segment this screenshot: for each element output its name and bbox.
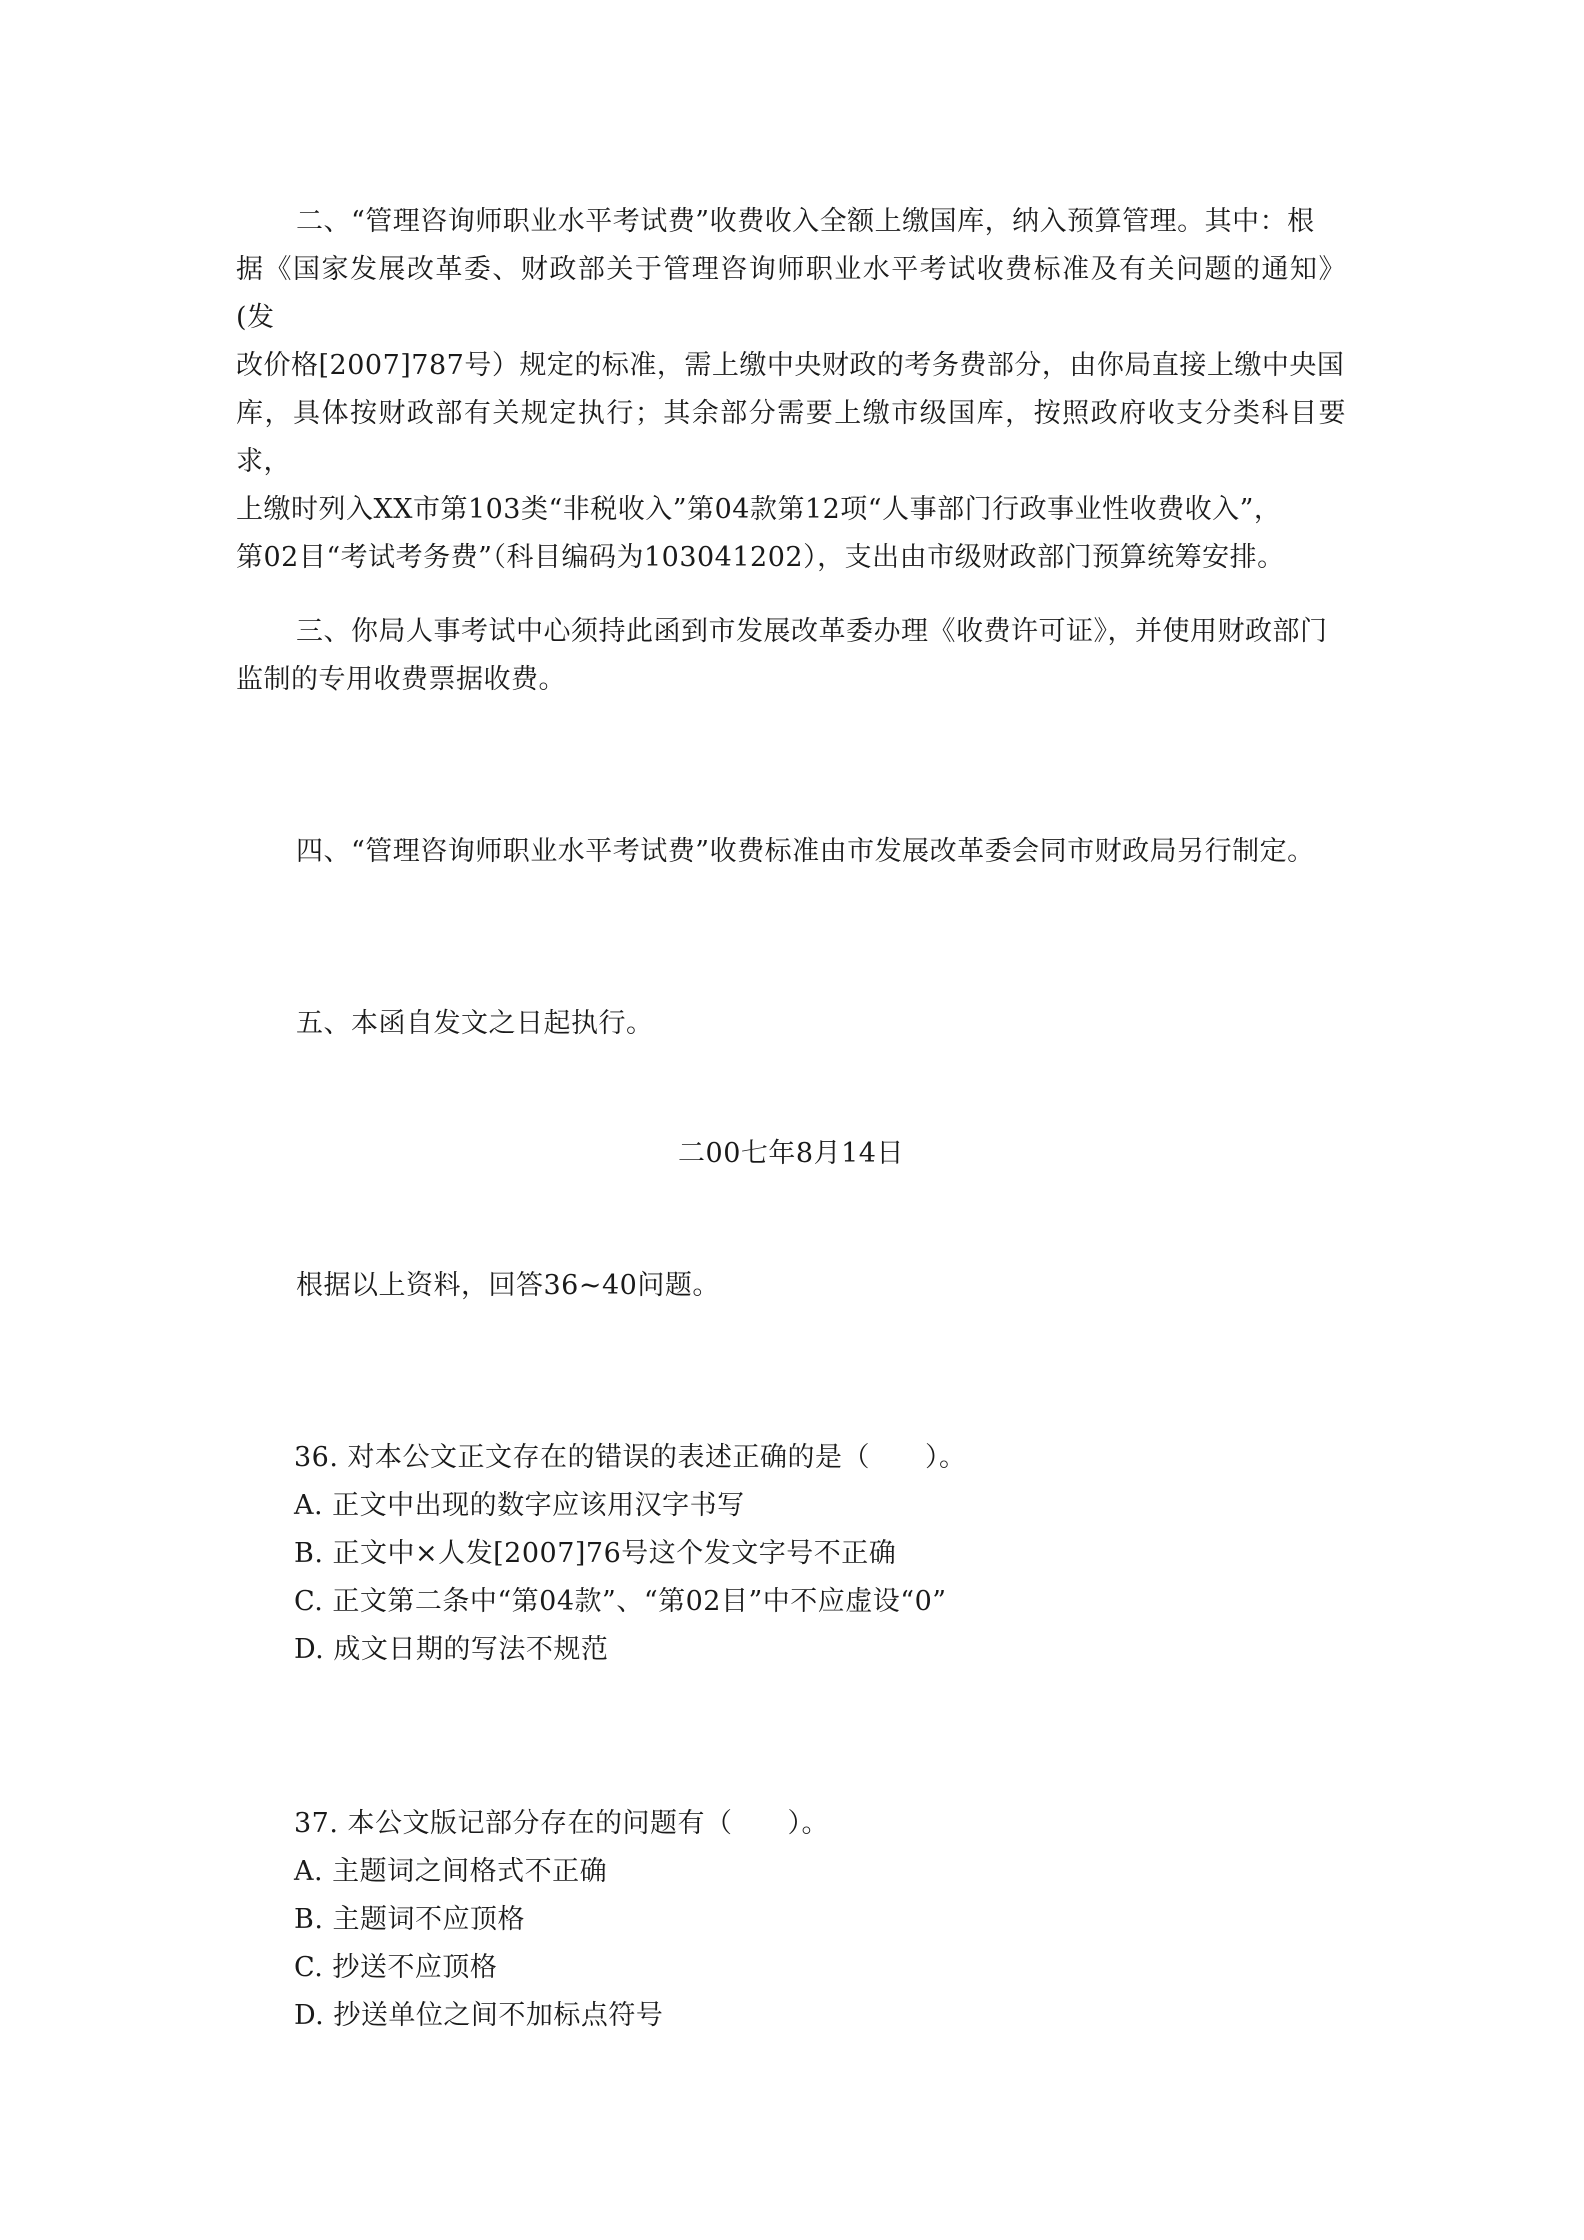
paragraph-5-text: 五、本函自发文之日起执行。 bbox=[296, 1008, 654, 1039]
question-37 bbox=[294, 1800, 1344, 2040]
paragraph-3-line: 三、你局人事考试中心须持此函到市发展改革委办理《收费许可证》，并使用财政部门 bbox=[296, 616, 1328, 647]
paragraph-5 bbox=[236, 1000, 1346, 1048]
paragraph-2-line: 据《国家发展改革委、财政部关于管理咨询师职业水平考试收费标准及有关问题的通知》(发 bbox=[236, 254, 1346, 333]
question-37-option-b: B. 主题词不应顶格 bbox=[294, 1904, 526, 1935]
question-37-stem: 37. 本公文版记部分存在的问题有（ ）。 bbox=[294, 1808, 830, 1839]
question-36-option-c: C. 正文第二条中“第04款”、“第02目”中不应虚设“0” bbox=[294, 1586, 947, 1617]
question-36 bbox=[294, 1434, 1344, 1674]
question-36-option-d: D. 成文日期的写法不规范 bbox=[294, 1634, 609, 1665]
paragraph-2-line: 上缴时列入XX市第103类“非税收入”第04款第12项“人事部门行政事业性收费收入”， bbox=[236, 494, 1282, 525]
question-36-option-a: A. 正文中出现的数字应该用汉字书写 bbox=[294, 1490, 745, 1521]
instruction-line: 根据以上资料，回答36~40问题。 bbox=[296, 1270, 720, 1301]
paragraph-3-line: 监制的专用收费票据收费。 bbox=[236, 664, 566, 695]
paragraph-4 bbox=[236, 828, 1346, 876]
question-37-option-d: D. 抄送单位之间不加标点符号 bbox=[294, 2000, 664, 2031]
instruction-text bbox=[236, 1262, 1346, 1310]
question-37-option-a: A. 主题词之间格式不正确 bbox=[294, 1856, 608, 1887]
paragraph-2-line: 二、“管理咨询师职业水平考试费”收费收入全额上缴国库，纳入预算管理。其中：根 bbox=[296, 206, 1315, 237]
question-37-option-c: C. 抄送不应顶格 bbox=[294, 1952, 498, 1983]
paragraph-3 bbox=[236, 608, 1346, 704]
question-36-stem: 36. 对本公文正文存在的错误的表述正确的是（ ）。 bbox=[294, 1442, 967, 1473]
question-36-option-b: B. 正文中×人发[2007]76号这个发文字号不正确 bbox=[294, 1538, 897, 1569]
paragraph-2-line: 改价格[2007]787号）规定的标准，需上缴中央财政的考务费部分，由你局直接上缴中央国 bbox=[236, 350, 1345, 381]
paragraph-2 bbox=[236, 198, 1346, 582]
paragraph-2-line: 第02目“考试考务费”（科目编码为103041202），支出由市级财政部门预算统筹安排。 bbox=[236, 542, 1285, 573]
paragraph-2-line: 库，具体按财政部有关规定执行；其余部分需要上缴市级国库，按照政府收支分类科目要求， bbox=[236, 398, 1346, 477]
document-date: 二00七年8月14日 bbox=[678, 1138, 904, 1169]
paragraph-4-text: 四、“管理咨询师职业水平考试费”收费标准由市发展改革委会同市财政局另行制定。 bbox=[296, 836, 1315, 867]
